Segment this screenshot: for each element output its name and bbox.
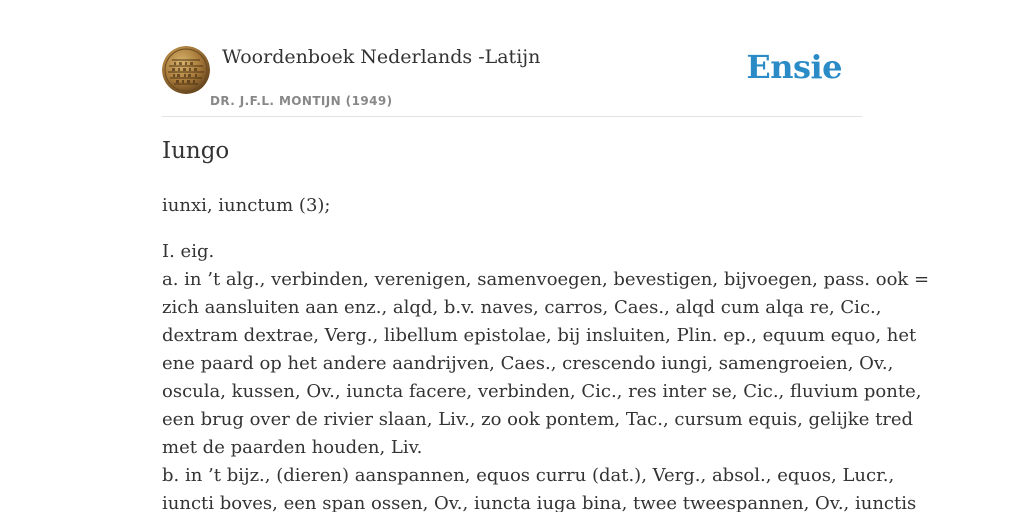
entry-definition <box>162 238 930 512</box>
bronze-seal-icon[interactable] <box>162 46 210 94</box>
definition-line: iuncti boves, een span ossen, Ov., iuncta iuga bina, twee tweespannen, Ov., iunctis <box>162 493 917 512</box>
ensie-logo-link[interactable]: Ensie <box>746 48 842 86</box>
definition-line: I. eig. <box>162 241 215 262</box>
definition-line: een brug over de rivier slaan, Liv., zo ook pontem, Tac., cursum equis, gelijke tred <box>162 409 914 430</box>
book-author: DR. J.F.L. MONTIJN (1949) <box>210 94 393 108</box>
definition-line: b. in ’t bijz., (dieren) aanspannen, equos curru (dat.), Verg., absol., equos, Lucr., <box>162 465 895 486</box>
definition-line: a. in ’t alg., verbinden, verenigen, samenvoegen, bevestigen, bijvoegen, pass. ook = <box>162 269 930 290</box>
seal-graphic <box>162 46 210 94</box>
definition-line: oscula, kussen, Ov., iuncta facere, verbinden, Cic., res inter se, Cic., fluvium ponte, <box>162 381 922 402</box>
definition-line: dextram dextrae, Verg., libellum epistolae, bij insluiten, Plin. ep., equum equo, het <box>162 325 917 346</box>
entry-forms: iunxi, iunctum (3); <box>162 195 331 216</box>
definition-line: zich aansluiten aan enz., alqd, b.v. naves, carros, Caes., alqd cum alqa re, Cic., <box>162 297 882 318</box>
entry-headword: Iungo <box>162 138 230 164</box>
definition-line: ene paard op het andere aandrijven, Caes., crescendo iungi, samengroeien, Ov., <box>162 353 894 374</box>
entry-content <box>162 192 930 512</box>
header <box>162 30 862 117</box>
book-title[interactable]: Woordenboek Nederlands -Latijn <box>222 46 541 68</box>
definition-line: met de paarden houden, Liv. <box>162 437 423 458</box>
